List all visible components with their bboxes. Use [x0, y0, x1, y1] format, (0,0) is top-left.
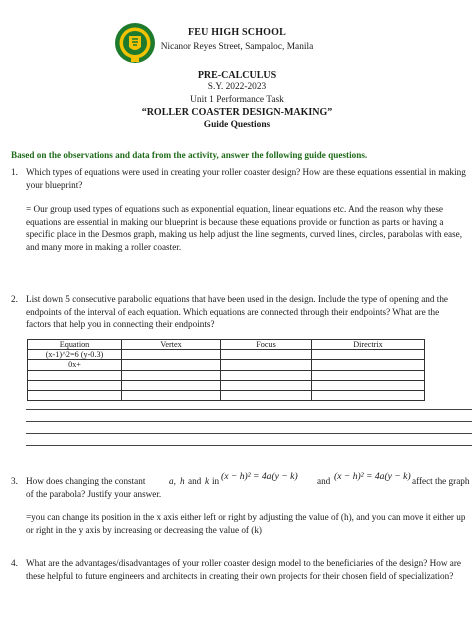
column-header-focus: Focus	[221, 340, 312, 350]
table-cell[interactable]	[221, 350, 312, 360]
question-number: 2.	[11, 294, 18, 304]
constant-h: h	[180, 476, 185, 486]
table-cell[interactable]	[28, 390, 122, 400]
table-cell[interactable]: (x-1)^2=6 (y-0.3)	[28, 350, 122, 360]
table-cell[interactable]	[122, 360, 221, 370]
answer-line	[26, 421, 472, 422]
question-number: 3.	[11, 476, 18, 486]
table-cell[interactable]	[312, 360, 425, 370]
instructions: Based on the observations and data from the activity, answer the following guide questions.	[11, 150, 368, 160]
project-title: “ROLLER COASTER DESIGN-MAKING”	[141, 107, 333, 118]
section-subtitle: Guide Questions	[203, 120, 271, 130]
parabola-table	[27, 339, 425, 401]
table-cell[interactable]	[122, 370, 221, 380]
question-3-text-line2: of the parabola? Justify your answer.	[26, 489, 162, 499]
table-cell[interactable]	[122, 350, 221, 360]
school-name: FEU HIGH SCHOOL	[187, 27, 286, 38]
table-row	[28, 380, 425, 390]
table-cell[interactable]	[312, 390, 425, 400]
answer-line	[26, 445, 472, 446]
table-cell[interactable]: 0x+	[28, 360, 122, 370]
question-3-text: How does changing the constant	[26, 476, 146, 486]
table-cell[interactable]	[122, 380, 221, 390]
conjunction: and	[317, 476, 331, 486]
table-cell[interactable]	[221, 390, 312, 400]
column-header-vertex: Vertex	[122, 340, 221, 350]
answer-line	[26, 433, 472, 434]
question-3-text-end: affect the graph	[412, 476, 470, 486]
table-cell[interactable]	[122, 390, 221, 400]
table-cell[interactable]	[312, 370, 425, 380]
parabola-formula-1: (x − h)² = 4a(y − k)	[221, 471, 298, 482]
column-header-directrix: Directrix	[312, 340, 425, 350]
subject-title: PRE-CALCULUS	[197, 70, 277, 81]
table-cell[interactable]	[221, 380, 312, 390]
school-address: Nicanor Reyes Street, Sampaloc, Manila	[160, 42, 314, 52]
constant-k: k	[205, 476, 210, 486]
question-text: What are the advantages/disadvantages of your roller coaster design model to the beneficiaries of the design? How are these helpful to future engineers and architects in creating their own projects for their chosen field of specialization?	[26, 558, 461, 581]
table-cell[interactable]	[221, 360, 312, 370]
conjunction: and	[188, 476, 202, 486]
column-header-equation: Equation	[28, 340, 122, 350]
parabola-formula-2: (x − h)² = 4a(y − k)	[334, 471, 411, 482]
question-text: List down 5 consecutive parabolic equations that have been used in the design. Include the type of opening and the endpoints of the interval of each equation. Which equations are connected through their endpoints? What are the factors that help you in connecting their endpoints?	[26, 294, 448, 330]
constant-a: a,	[169, 476, 176, 486]
table-cell[interactable]	[312, 350, 425, 360]
table-row	[28, 350, 425, 360]
table-row	[28, 370, 425, 380]
table-cell[interactable]	[312, 380, 425, 390]
answer-3: =you can change its position in the x axis either left or right by adjusting the value of (h), and you can move it either up or right in the y axis by increasing or decreasing the value of (k)	[26, 512, 466, 535]
school-year: S.Y. 2022-2023	[207, 82, 267, 92]
answer-line	[26, 409, 472, 410]
preposition: in	[212, 476, 220, 486]
question-text: Which types of equations were used in creating your roller coaster design? How are these equations essential in making your blueprint?	[26, 167, 466, 190]
table-cell[interactable]	[28, 380, 122, 390]
table-row	[28, 360, 425, 370]
table-cell[interactable]	[28, 370, 122, 380]
table-cell[interactable]	[221, 370, 312, 380]
table-header-row	[28, 340, 425, 350]
question-number: 4.	[11, 558, 18, 568]
task-name: Unit 1 Performance Task	[190, 95, 284, 105]
question-number: 1.	[11, 167, 18, 177]
table-row	[28, 390, 425, 400]
answer-1: = Our group used types of equations such as exponential equation, linear equations etc. And the reason why these equations are essential in making our blueprint is because these equations provide or function as parts or having a specific place in the Desmos graph, making us help adjust the line segments, curved lines, circles, parabolas with ease, and many more in making a roller coaster.	[26, 204, 463, 252]
